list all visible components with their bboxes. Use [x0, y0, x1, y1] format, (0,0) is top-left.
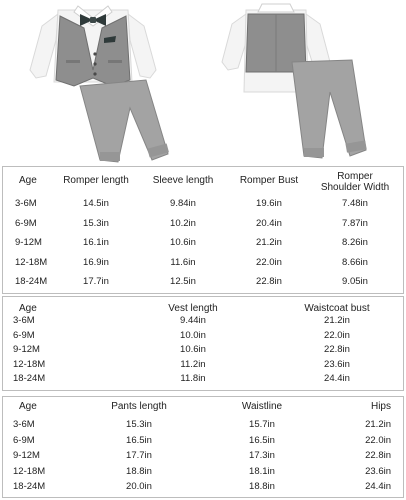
value-cell: 16.5in [249, 434, 275, 446]
header-romper: Romper [337, 171, 373, 182]
age-cell: 12-18M [13, 358, 46, 370]
value-cell: 21.2in [256, 237, 282, 248]
header-age: Age [19, 401, 37, 412]
value-cell: 21.2in [365, 419, 391, 430]
value-cell: 24.4in [324, 373, 350, 384]
age-cell: 18-24M [15, 276, 48, 287]
age-cell: 9-12M [13, 450, 40, 461]
age-cell: 6-9M [13, 329, 35, 341]
value-cell: 22.8in [324, 344, 350, 355]
value-cell: 22.8in [365, 450, 391, 461]
value-cell: 9.44in [180, 315, 206, 326]
value-cell: 10.6in [170, 237, 196, 248]
value-cell: 11.8in [180, 373, 206, 384]
value-cell: 15.3in [126, 419, 152, 430]
vest-size-table [2, 296, 404, 391]
value-cell: 19.6in [256, 198, 282, 209]
age-cell: 6-9M [15, 217, 37, 229]
front-outfit [30, 6, 169, 162]
age-cell: 9-12M [13, 344, 40, 355]
header-age: Age [19, 175, 37, 186]
value-cell: 16.1in [83, 237, 109, 248]
value-cell: 11.6in [170, 256, 196, 268]
age-cell: 12-18M [15, 256, 48, 268]
product-photo [0, 0, 406, 165]
value-cell: 7.87in [342, 217, 368, 229]
value-cell: 9.05in [342, 276, 368, 287]
age-cell: 3-6M [13, 315, 35, 326]
header-age: Age [19, 303, 37, 314]
header-romper-length: Romper length [63, 175, 129, 186]
value-cell: 18.1in [249, 465, 275, 477]
header-romper-bust: Romper Bust [239, 175, 299, 186]
back-outfit [222, 4, 367, 158]
age-cell: 3-6M [15, 198, 37, 209]
value-cell: 11.2in [180, 358, 206, 370]
outfit-illustration [0, 0, 406, 165]
value-cell: 18.8in [126, 465, 152, 477]
romper-size-table [2, 166, 404, 294]
value-cell: 20.4in [256, 217, 282, 229]
value-cell: 22.0in [365, 434, 391, 446]
age-cell: 9-12M [15, 237, 42, 248]
value-cell: 17.3in [249, 450, 275, 461]
value-cell: 17.7in [126, 450, 152, 461]
age-cell: 12-18M [13, 465, 46, 477]
header-sleeve-length: Sleeve length [152, 175, 214, 186]
value-cell: 17.7in [83, 276, 109, 287]
header-waistcoat-bust: Waistcoat bust [304, 303, 370, 314]
header-hips: Hips [370, 401, 391, 412]
age-cell: 18-24M [13, 481, 46, 492]
age-cell: 18-24M [13, 373, 46, 384]
age-cell: 3-6M [13, 419, 35, 430]
value-cell: 9.84in [170, 198, 196, 209]
value-cell: 8.26in [342, 237, 368, 248]
value-cell: 12.5in [170, 276, 196, 287]
value-cell: 22.8in [256, 276, 282, 287]
header-shoulder-width: Shoulder Width [320, 182, 390, 193]
header-waistline: Waistline [241, 401, 283, 412]
value-cell: 23.6in [365, 465, 391, 477]
value-cell: 15.3in [83, 217, 109, 229]
value-cell: 16.9in [83, 256, 109, 268]
value-cell: 20.0in [126, 481, 152, 492]
value-cell: 16.5in [126, 434, 152, 446]
value-cell: 8.66in [342, 256, 368, 268]
value-cell: 14.5in [83, 198, 109, 209]
value-cell: 23.6in [324, 358, 350, 370]
value-cell: 21.2in [324, 315, 350, 326]
value-cell: 22.0in [256, 256, 282, 268]
age-cell: 6-9M [13, 434, 35, 446]
value-cell: 10.6in [180, 344, 206, 355]
value-cell: 10.0in [180, 329, 206, 341]
header-pants-length: Pants length [111, 401, 167, 412]
value-cell: 18.8in [249, 481, 275, 492]
pants-size-table [2, 396, 404, 498]
value-cell: 15.7in [249, 419, 275, 430]
value-cell: 24.4in [365, 481, 391, 492]
header-vest-length: Vest length [168, 303, 218, 314]
value-cell: 7.48in [342, 198, 368, 209]
value-cell: 22.0in [324, 329, 350, 341]
value-cell: 10.2in [170, 217, 196, 229]
